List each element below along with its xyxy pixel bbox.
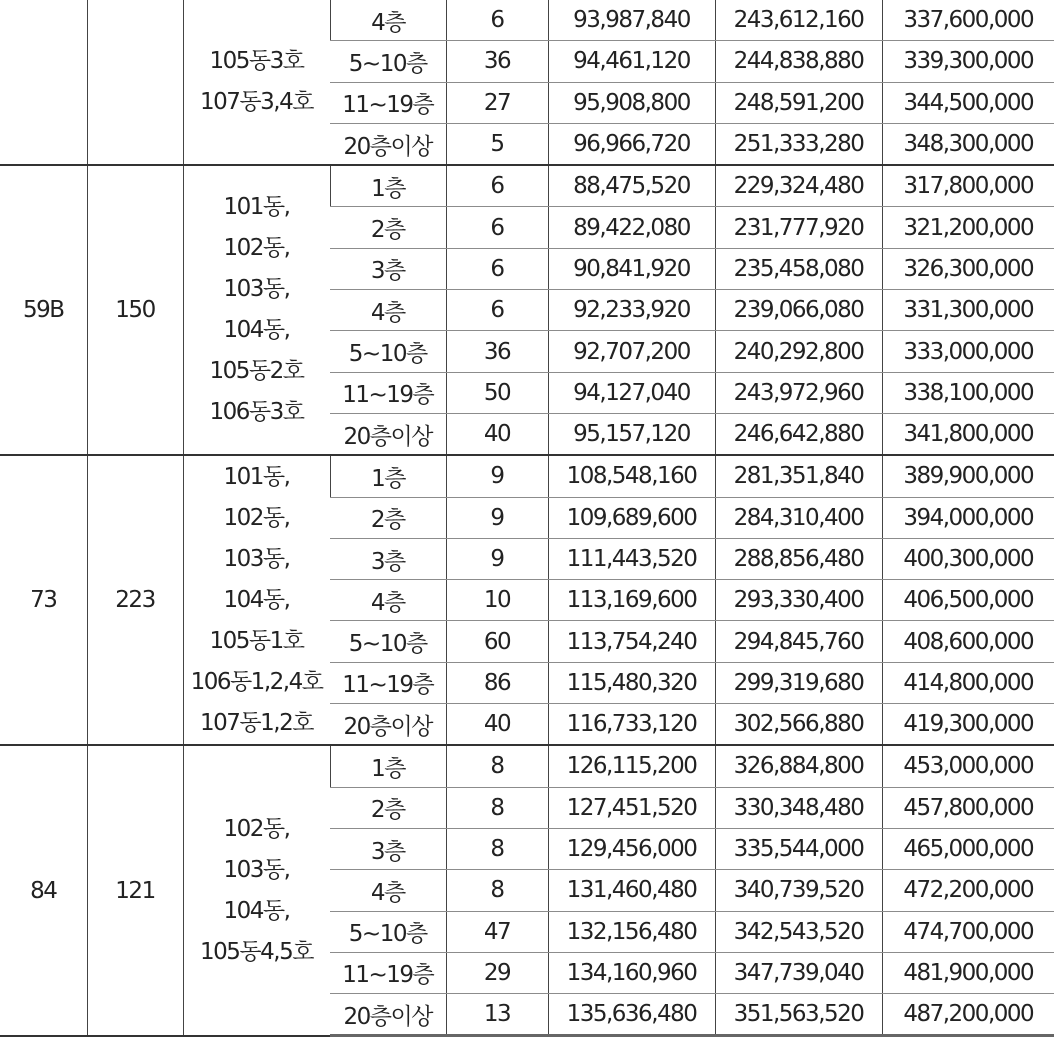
land-price-cell: 96,966,720 (548, 123, 715, 165)
building-price-cell: 293,330,400 (715, 580, 882, 621)
floor-cell: 4층 (330, 580, 446, 621)
land-price-cell: 95,908,800 (548, 82, 715, 123)
total-price-cell: 321,200,000 (882, 207, 1054, 248)
floor-cell: 3층 (330, 828, 446, 869)
building-line: 102동, (223, 235, 290, 262)
floor-cell: 5~10층 (330, 911, 446, 952)
building-price-cell: 335,544,000 (715, 828, 882, 869)
building-list-cell (183, 455, 330, 745)
floor-cell: 2층 (330, 207, 446, 248)
floor-cell: 1층 (330, 455, 446, 497)
total-price-cell: 326,300,000 (882, 248, 1054, 289)
building-price-cell: 246,642,880 (715, 413, 882, 455)
building-price-cell: 239,066,080 (715, 290, 882, 331)
building-price-cell: 248,591,200 (715, 82, 882, 123)
household-count-cell: 60 (446, 621, 548, 662)
building-price-cell: 281,351,840 (715, 455, 882, 497)
land-price-cell: 132,156,480 (548, 911, 715, 952)
land-price-cell: 90,841,920 (548, 248, 715, 289)
household-count-cell: 86 (446, 662, 548, 703)
household-count-cell: 13 (446, 994, 548, 1036)
unit-count-cell (87, 0, 183, 165)
total-price-cell: 338,100,000 (882, 372, 1054, 413)
household-count-cell: 9 (446, 538, 548, 579)
building-price-cell: 244,838,880 (715, 41, 882, 82)
land-price-cell: 94,461,120 (548, 41, 715, 82)
building-price-cell: 235,458,080 (715, 248, 882, 289)
total-price-cell: 408,600,000 (882, 621, 1054, 662)
land-price-cell: 126,115,200 (548, 745, 715, 787)
total-price-cell: 487,200,000 (882, 994, 1054, 1036)
building-price-cell: 294,845,760 (715, 621, 882, 662)
building-line: 105동2호 (209, 358, 304, 385)
floor-cell: 1층 (330, 165, 446, 207)
household-count-cell: 9 (446, 455, 548, 497)
building-price-cell: 251,333,280 (715, 123, 882, 165)
building-line: 106동3호 (209, 399, 304, 426)
unit-type-cell (0, 0, 87, 165)
household-count-cell: 8 (446, 828, 548, 869)
building-price-cell: 229,324,480 (715, 165, 882, 207)
building-line: 105동4,5호 (200, 938, 313, 965)
table-row (0, 745, 1054, 787)
household-count-cell: 5 (446, 123, 548, 165)
total-price-cell: 394,000,000 (882, 497, 1054, 538)
total-price-cell: 331,300,000 (882, 290, 1054, 331)
land-price-cell: 135,636,480 (548, 994, 715, 1036)
household-count-cell: 36 (446, 41, 548, 82)
unit-type-cell: 59B (0, 165, 87, 455)
total-price-cell: 472,200,000 (882, 870, 1054, 911)
building-price-cell: 340,739,520 (715, 870, 882, 911)
land-price-cell: 115,480,320 (548, 662, 715, 703)
building-line: 104동, (223, 897, 290, 924)
household-count-cell: 47 (446, 911, 548, 952)
land-price-cell: 113,754,240 (548, 621, 715, 662)
building-line: 103동, (223, 856, 290, 883)
building-line: 102동, (223, 815, 290, 842)
land-price-cell: 89,422,080 (548, 207, 715, 248)
floor-cell: 20층이상 (330, 413, 446, 455)
land-price-cell: 95,157,120 (548, 413, 715, 455)
building-list-cell (183, 165, 330, 455)
land-price-cell: 92,707,200 (548, 331, 715, 372)
building-price-cell: 284,310,400 (715, 497, 882, 538)
total-price-cell: 457,800,000 (882, 787, 1054, 828)
building-line: 101동, (223, 463, 290, 490)
land-price-cell: 131,460,480 (548, 870, 715, 911)
building-price-cell: 342,543,520 (715, 911, 882, 952)
building-price-cell: 326,884,800 (715, 745, 882, 787)
household-count-cell: 27 (446, 82, 548, 123)
building-line: 105동3호 (209, 48, 304, 75)
total-price-cell: 341,800,000 (882, 413, 1054, 455)
land-price-cell: 92,233,920 (548, 290, 715, 331)
building-price-cell: 240,292,800 (715, 331, 882, 372)
building-price-cell: 231,777,920 (715, 207, 882, 248)
building-list-cell (183, 745, 330, 1036)
total-price-cell: 348,300,000 (882, 123, 1054, 165)
building-price-cell: 302,566,880 (715, 704, 882, 746)
household-count-cell: 36 (446, 331, 548, 372)
floor-cell: 11~19층 (330, 82, 446, 123)
building-line: 102동, (223, 504, 290, 531)
land-price-cell: 134,160,960 (548, 952, 715, 993)
land-price-cell: 113,169,600 (548, 580, 715, 621)
total-price-cell: 406,500,000 (882, 580, 1054, 621)
floor-cell: 4층 (330, 290, 446, 331)
building-line: 106동1,2,4호 (190, 668, 323, 695)
floor-cell: 11~19층 (330, 372, 446, 413)
floor-cell: 5~10층 (330, 621, 446, 662)
building-list-cell (183, 0, 330, 165)
household-count-cell: 50 (446, 372, 548, 413)
total-price-cell: 389,900,000 (882, 455, 1054, 497)
household-count-cell: 6 (446, 290, 548, 331)
land-price-cell: 109,689,600 (548, 497, 715, 538)
total-price-cell: 414,800,000 (882, 662, 1054, 703)
land-price-cell: 88,475,520 (548, 165, 715, 207)
floor-cell: 20층이상 (330, 123, 446, 165)
total-price-cell: 317,800,000 (882, 165, 1054, 207)
total-price-cell: 339,300,000 (882, 41, 1054, 82)
building-price-cell: 347,739,040 (715, 952, 882, 993)
land-price-cell: 127,451,520 (548, 787, 715, 828)
unit-type-cell: 84 (0, 745, 87, 1036)
land-price-cell: 129,456,000 (548, 828, 715, 869)
total-price-cell: 400,300,000 (882, 538, 1054, 579)
building-price-cell: 351,563,520 (715, 994, 882, 1036)
building-price-cell: 288,856,480 (715, 538, 882, 579)
total-price-cell: 419,300,000 (882, 704, 1054, 746)
floor-cell: 4층 (330, 870, 446, 911)
floor-cell: 2층 (330, 497, 446, 538)
land-price-cell: 116,733,120 (548, 704, 715, 746)
household-count-cell: 40 (446, 704, 548, 746)
household-count-cell: 6 (446, 165, 548, 207)
building-price-cell: 243,612,160 (715, 0, 882, 41)
total-price-cell: 474,700,000 (882, 911, 1054, 952)
table-row (0, 455, 1054, 497)
building-price-cell: 299,319,680 (715, 662, 882, 703)
floor-cell: 1층 (330, 745, 446, 787)
table-row (0, 0, 1054, 41)
floor-cell: 3층 (330, 248, 446, 289)
unit-count-cell: 121 (87, 745, 183, 1036)
household-count-cell: 40 (446, 413, 548, 455)
household-count-cell: 8 (446, 745, 548, 787)
unit-count-cell: 150 (87, 165, 183, 455)
unit-type-cell: 73 (0, 455, 87, 745)
table-row (0, 165, 1054, 207)
land-price-cell: 108,548,160 (548, 455, 715, 497)
household-count-cell: 6 (446, 207, 548, 248)
household-count-cell: 9 (446, 497, 548, 538)
building-price-cell: 243,972,960 (715, 372, 882, 413)
household-count-cell: 6 (446, 248, 548, 289)
floor-cell: 5~10층 (330, 41, 446, 82)
floor-cell: 11~19층 (330, 952, 446, 993)
building-line: 104동, (223, 586, 290, 613)
household-count-cell: 6 (446, 0, 548, 41)
unit-count-cell: 223 (87, 455, 183, 745)
total-price-cell: 465,000,000 (882, 828, 1054, 869)
floor-cell: 4층 (330, 0, 446, 41)
total-price-cell: 337,600,000 (882, 0, 1054, 41)
land-price-cell: 93,987,840 (548, 0, 715, 41)
land-price-cell: 111,443,520 (548, 538, 715, 579)
household-count-cell: 8 (446, 787, 548, 828)
floor-cell: 20층이상 (330, 994, 446, 1036)
building-line: 104동, (223, 317, 290, 344)
household-count-cell: 29 (446, 952, 548, 993)
building-line: 107동1,2호 (200, 709, 313, 736)
floor-cell: 2층 (330, 787, 446, 828)
building-line: 107동3,4호 (200, 89, 313, 116)
building-price-cell: 330,348,480 (715, 787, 882, 828)
total-price-cell: 344,500,000 (882, 82, 1054, 123)
floor-cell: 20층이상 (330, 704, 446, 746)
floor-cell: 11~19층 (330, 662, 446, 703)
total-price-cell: 333,000,000 (882, 331, 1054, 372)
land-price-cell: 94,127,040 (548, 372, 715, 413)
household-count-cell: 8 (446, 870, 548, 911)
building-line: 101동, (223, 194, 290, 221)
total-price-cell: 453,000,000 (882, 745, 1054, 787)
household-count-cell: 10 (446, 580, 548, 621)
building-line: 105동1호 (209, 627, 304, 654)
floor-cell: 5~10층 (330, 331, 446, 372)
building-line: 103동, (223, 545, 290, 572)
total-price-cell: 481,900,000 (882, 952, 1054, 993)
floor-cell: 3층 (330, 538, 446, 579)
building-line: 103동, (223, 276, 290, 303)
